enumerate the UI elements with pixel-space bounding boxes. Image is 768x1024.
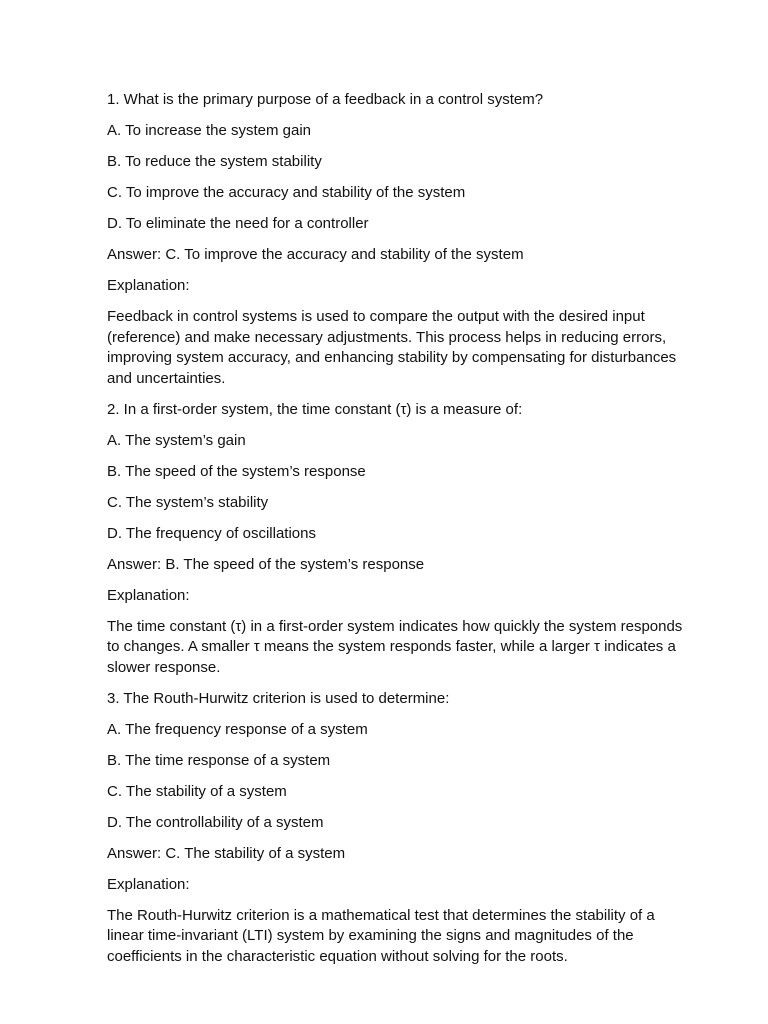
explanation-text: The time constant (τ) in a first-order system indicates how quickly the system responds to changes. A smaller τ means the system responds faster, while a larger τ indicates a slower response.: [107, 617, 683, 676]
explanation-text: Feedback in control systems is used to compare the output with the desired input (reference) and make necessary adjustments. This process helps in reducing errors, improving system accuracy, and enhancing stability by compensating for disturbances and uncertainties.: [107, 308, 677, 387]
question-text: 2. In a first-order system, the time constant (τ) is a measure of:: [107, 400, 523, 418]
option-c: C. To improve the accuracy and stability of the system: [107, 184, 466, 201]
explanation-text: The Routh-Hurwitz criterion is a mathematical test that determines the stability of a linear time-invariant (LTI) system by examining the signs and magnitudes of the coefficients in the characteristic equation without solving for the roots.: [107, 906, 655, 965]
option-d: D. To eliminate the need for a controller: [107, 215, 369, 232]
option-d: D. The controllability of a system: [107, 813, 324, 831]
question-block-1: [107, 90, 687, 389]
document-page: [107, 90, 687, 978]
option-c: C. The stability of a system: [107, 782, 287, 800]
option-a: A. The system’s gain: [107, 431, 246, 449]
option-b: B. The speed of the system’s response: [107, 462, 366, 480]
explanation-label: Explanation:: [107, 586, 190, 604]
option-d: D. The frequency of oscillations: [107, 524, 316, 542]
option-a: A. The frequency response of a system: [107, 720, 368, 738]
question-text: 3. The Routh-Hurwitz criterion is used to determine:: [107, 689, 450, 707]
answer-text: Answer: C. The stability of a system: [107, 844, 346, 862]
answer-text: Answer: C. To improve the accuracy and stability of the system: [107, 246, 524, 263]
explanation-label: Explanation:: [107, 277, 190, 294]
explanation-label: Explanation:: [107, 875, 190, 893]
question-block-3: [107, 689, 687, 968]
option-b: B. The time response of a system: [107, 751, 331, 769]
question-block-2: [107, 400, 687, 679]
option-b: B. To reduce the system stability: [107, 153, 322, 170]
option-c: C. The system’s stability: [107, 493, 269, 511]
option-a: A. To increase the system gain: [107, 122, 311, 139]
question-text: 1. What is the primary purpose of a feedback in a control system?: [107, 91, 544, 108]
answer-text: Answer: B. The speed of the system’s response: [107, 555, 425, 573]
